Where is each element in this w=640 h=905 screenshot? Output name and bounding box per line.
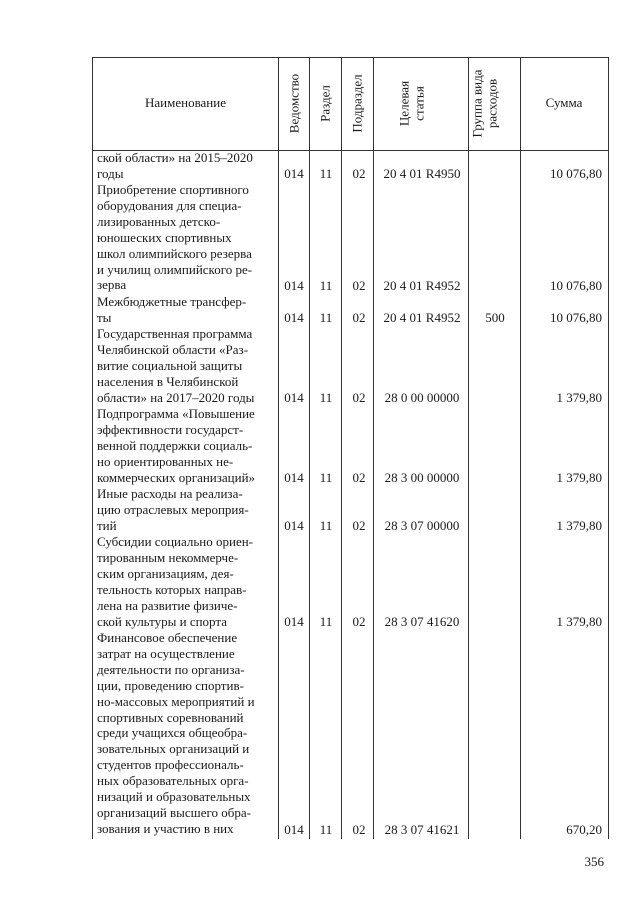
page-number: 356	[584, 854, 604, 869]
row-gruppa: 500	[485, 310, 505, 325]
table-top-border	[92, 57, 609, 58]
header-vedomstvo: Ведомство	[286, 73, 302, 134]
row-summa: 1 379,80	[556, 614, 602, 629]
row-podrazdel: 02	[352, 390, 366, 405]
header-razdel: Раздел	[317, 85, 333, 122]
row-vedomstvo: 014	[284, 166, 304, 181]
row-summa: 670,20	[566, 822, 602, 837]
row-podrazdel: 02	[352, 470, 366, 485]
table-right-border	[608, 57, 609, 839]
row-razdel: 11	[319, 166, 333, 181]
row-name: Подпрограмма «Повышение эффективности государст- венной поддержки социаль- но ориентированных не- коммерческих организаций»	[97, 406, 256, 485]
table-left-border	[92, 57, 93, 839]
row-vedomstvo: 014	[284, 278, 304, 293]
row-vedomstvo: 014	[284, 390, 304, 405]
header-podrazdel: Подраздел	[349, 74, 365, 133]
row-vedomstvo: 014	[284, 822, 304, 837]
row-vedomstvo: 014	[284, 470, 304, 485]
row-summa: 1 379,80	[556, 518, 602, 533]
header-gruppa-line1: Группа вида	[469, 69, 485, 138]
col-divider-ved	[309, 57, 310, 839]
header-celevaya-line1: Целевая	[396, 80, 412, 127]
row-razdel: 11	[319, 614, 333, 629]
row-celevaya: 28 3 00 00000	[384, 470, 460, 485]
col-divider-name	[278, 57, 279, 839]
row-podrazdel: 02	[352, 822, 366, 837]
row-name: ской области» на 2015–2020 годы	[97, 150, 253, 181]
row-vedomstvo: 014	[284, 614, 304, 629]
row-vedomstvo: 014	[284, 310, 304, 325]
header-gruppa-line2: расходов	[484, 78, 500, 129]
row-name: Государственная программа Челябинской области «Раз- витие социальной защиты населения в Челябинской области» на 2017–2020 годы	[97, 326, 255, 405]
header-summa: Сумма	[545, 95, 583, 110]
row-summa: 10 076,80	[550, 278, 602, 293]
row-celevaya: 20 4 01 R4952	[383, 310, 461, 325]
row-podrazdel: 02	[352, 278, 366, 293]
row-podrazdel: 02	[352, 310, 366, 325]
row-name: Приобретение спортивного оборудования для специа- лизированных детско- юношеских спортивных школ олимпийского резерва и училищ олимпийского ре- зерва	[97, 182, 253, 293]
row-name: Иные расходы на реализа- цию отраслевых мероприя- тий	[97, 486, 249, 533]
row-celevaya: 28 3 07 41620	[384, 614, 460, 629]
row-razdel: 11	[319, 470, 333, 485]
row-celevaya: 20 4 01 R4950	[383, 166, 461, 181]
row-razdel: 11	[319, 310, 333, 325]
row-celevaya: 28 0 00 00000	[384, 390, 460, 405]
row-razdel: 11	[319, 390, 333, 405]
row-celevaya: 20 4 01 R4952	[383, 278, 461, 293]
row-celevaya: 28 3 07 00000	[384, 518, 460, 533]
row-name: Межбюджетные трансфер- ты	[97, 294, 247, 325]
header-name: Наименование	[145, 95, 226, 110]
row-podrazdel: 02	[352, 166, 366, 181]
row-name: Субсидии социально ориен- тированным некоммерче- ским организациям, дея- тельность которых направ- лена на развитие физиче- ской культуры и спорта	[97, 534, 253, 629]
row-celevaya: 28 3 07 41621	[384, 822, 460, 837]
row-razdel: 11	[319, 278, 333, 293]
row-summa: 10 076,80	[550, 166, 602, 181]
row-vedomstvo: 014	[284, 518, 304, 533]
row-summa: 1 379,80	[556, 390, 602, 405]
header-celevaya-line2: статья	[411, 86, 427, 121]
row-summa: 1 379,80	[556, 470, 602, 485]
col-divider-raz	[341, 57, 342, 839]
row-razdel: 11	[319, 518, 333, 533]
row-summa: 10 076,80	[550, 310, 602, 325]
row-name: Финансовое обеспечение затрат на осуществление деятельности по организа- ции, проведению спортив- но-массовых мероприятий и спортивных соревнований среди учащихся общеобра- зовательных организаций и студентов профессиональ- ных образовательных орга- низаций и образовательных организаций высшего обра- зования и участию в них	[97, 630, 255, 836]
row-podrazdel: 02	[352, 614, 366, 629]
row-podrazdel: 02	[352, 518, 366, 533]
col-divider-cel	[468, 57, 469, 839]
row-razdel: 11	[319, 822, 333, 837]
